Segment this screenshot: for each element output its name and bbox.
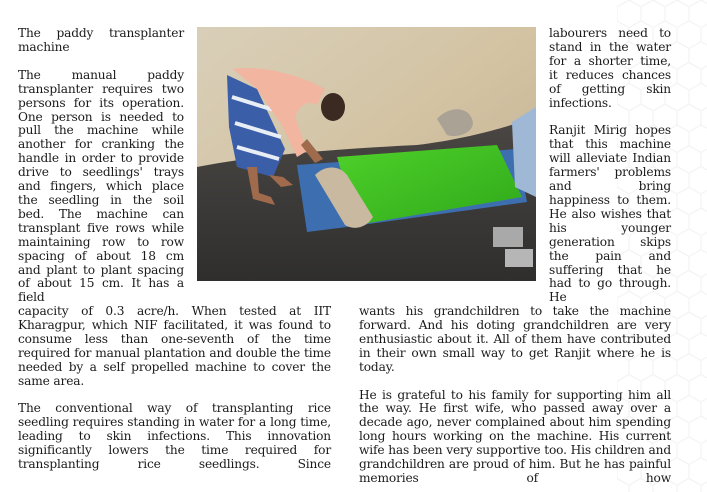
paragraph-family-support: He is grateful to his family for supporting him all the way. He first wife, who passed away over a decade ago, never complained about him spending long hours working on the machine. His current wife has been very supportive too. His children and grandchildren are proud of him. But he has painful memories of how [359,387,671,485]
column-3-top [549,27,671,305]
column-1-bottom [18,305,331,472]
paragraph-field-capacity: capacity of 0.3 acre/h. When tested at IIT Kharagpur, which NIF facilitated, it was found to consume less than one-seventh of the time required for manual plantation and double the time needed by a self propelled machine to cover the same area. [18,304,331,388]
paragraph-machine-description: The manual paddy transplanter requires two persons for its operation. One person is needed to pull the machine while another for cranking the handle in order to provide drive to seedlings' trays and fingers, which place the seedling in the soil bed. The machine can transplant five rows while maintaining row to row spacing of about 18 cm and plant to plant spacing of about 15 cm. It has a field [18,67,184,305]
paragraph-grandchildren: wants his grandchildren to take the machine forward. And his doting grandchildren are very enthusiastic about it. All of them have contributed in their own small way to get Ranjit where he is today. [359,304,671,374]
paragraph-skin-infections: labourers need to stand in the water for a shorter time, it reduces chances of getting skin infections. [549,26,671,110]
article-photo [197,27,536,281]
section-heading: The paddy transplanter machine [18,26,184,54]
photo-icon [197,27,536,281]
column-1-top [18,27,184,305]
paragraph-ranjit-hopes: Ranjit Mirig hopes that this machine will alleviate Indian farmers' problems and bring happiness to them. He also wishes that his younger generation skips the pain and suffering that he had to go through. He [549,123,671,305]
paragraph-conventional-way: The conventional way of transplanting rice seedling requires standing in water for a long time, leading to skin infections. This innovation significantly lowers the time required for transplanting rice seedlings. Since [18,401,331,472]
column-2-bottom [359,305,671,486]
